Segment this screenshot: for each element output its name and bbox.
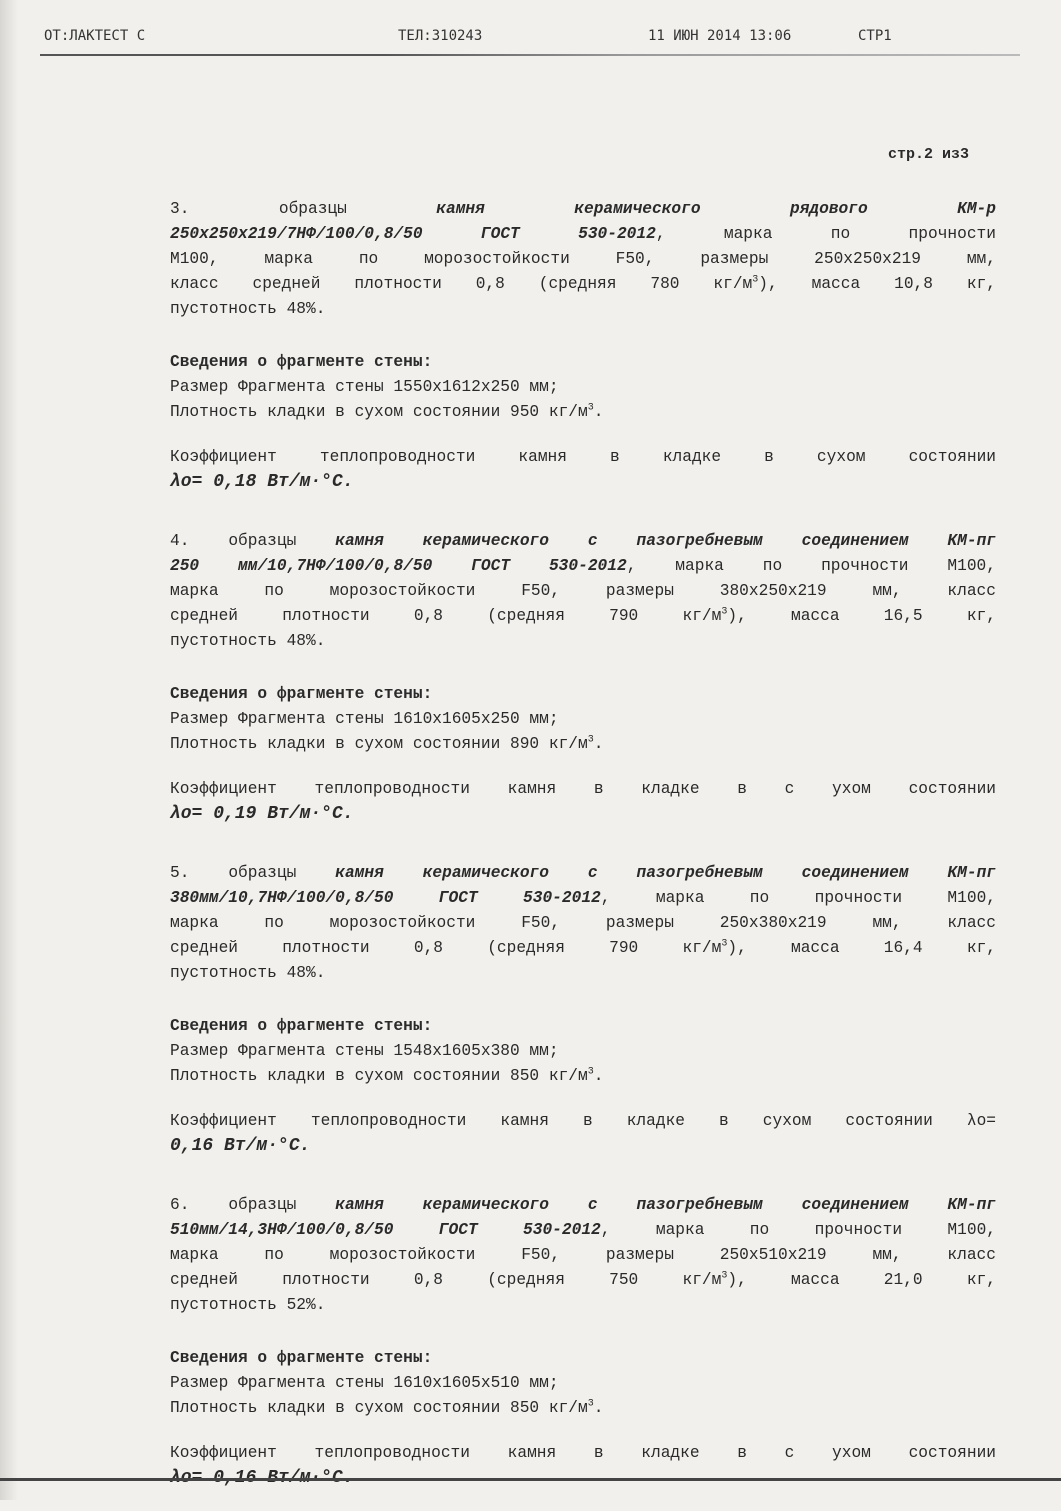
thermal-coefficient	[170, 445, 996, 495]
item-line: 380мм/10,7НФ/100/0,8/50 ГОСТ 530-2012, марка по прочности М100,	[170, 889, 996, 907]
coef-value: λо= 0,18 Вт/м·°С.	[170, 472, 354, 492]
sample-item-5	[170, 861, 996, 986]
item-line: марка по морозостойкости F50, размеры 380x250x219 мм, класс	[170, 582, 996, 600]
fragment-size: Размер Фрагмента стены 1610x1605x510 мм;	[170, 1374, 559, 1392]
item-line: 250 мм/10,7НФ/100/0,8/50 ГОСТ 530-2012, марка по прочности М100,	[170, 557, 996, 575]
scan-edge-shadow	[0, 0, 18, 1500]
fragment-size: Размер Фрагмента стены 1550x1612x250 мм;	[170, 378, 559, 396]
coef-text: Коэффициент теплопроводности камня в кладке в с ухом состоянии	[170, 780, 996, 798]
item-line: средней плотности 0,8 (средняя 790 $кг/м^3$), масса 16,5 кг,	[170, 606, 996, 625]
info-heading: Сведения о фрагменте стены:	[170, 1349, 433, 1367]
coef-value: λо= 0,19 Вт/м·°С.	[170, 804, 354, 824]
fax-date: 11 ИЮН 2014 13:06	[648, 28, 792, 44]
fax-sender: ОТ:ЛАКТЕСТ С	[44, 28, 146, 44]
sample-item-4	[170, 529, 996, 654]
item-line: 4. образцы камня керамического с пазогребневым соединением КМ-пг	[170, 532, 996, 550]
item-line: М100, марка по морозостойкости F50, размеры 250x250x219 мм,	[170, 250, 996, 268]
masonry-density: Плотность кладки в сухом состоянии 950 $кг/м^3$.	[170, 402, 604, 421]
item-line: пустотность 48%.	[170, 632, 326, 650]
item-line: 5. образцы камня керамического с пазогребневым соединением КМ-пг	[170, 864, 996, 882]
masonry-density: Плотность кладки в сухом состоянии 850 $кг/м^3$.	[170, 1398, 604, 1417]
item-line: 3. образцы камня керамического рядового КМ-р	[170, 200, 996, 218]
item-line: средней плотности 0,8 (средняя 790 $кг/м^3$), масса 16,4 кг,	[170, 938, 996, 957]
document-body	[170, 197, 996, 1511]
item-line: 250x250x219/7НФ/100/0,8/50 ГОСТ 530-2012, марка по прочности	[170, 225, 996, 243]
item-line: класс средней плотности 0,8 (средняя 780 $кг/м^3$), масса 10,8 кг,	[170, 274, 997, 293]
fax-page: СТР1	[858, 28, 892, 44]
item-line: пустотность 48%.	[170, 964, 326, 982]
thermal-coefficient	[170, 1441, 996, 1491]
fax-header-rule	[40, 54, 1020, 56]
sample-item-3	[170, 197, 996, 322]
item-line: пустотность 52%.	[170, 1296, 326, 1314]
thermal-coefficient	[170, 777, 996, 827]
fragment-size: Размер Фрагмента стены 1610x1605x250 мм;	[170, 710, 559, 728]
wall-fragment-info	[170, 350, 996, 425]
masonry-density: Плотность кладки в сухом состоянии 850 $кг/м^3$.	[170, 1066, 604, 1085]
page-number: стр.2 из3	[888, 146, 970, 163]
item-line: марка по морозостойкости F50, размеры 250x380x219 мм, класс	[170, 914, 996, 932]
info-heading: Сведения о фрагменте стены:	[170, 353, 433, 371]
fax-phone: ТЕЛ:310243	[398, 28, 483, 44]
coef-text: Коэффициент теплопроводности камня в кладке в с ухом состоянии	[170, 1444, 996, 1462]
coef-value: 0,16 Вт/м·°С.	[170, 1136, 311, 1156]
sample-item-6	[170, 1193, 996, 1318]
item-line: 6. образцы камня керамического с пазогребневым соединением КМ-пг	[170, 1196, 996, 1214]
info-heading: Сведения о фрагменте стены:	[170, 685, 433, 703]
coef-text: Коэффициент теплопроводности камня в кладке в сухом состоянии λо=	[170, 1112, 996, 1130]
wall-fragment-info	[170, 1346, 996, 1421]
item-line: 510мм/14,3НФ/100/0,8/50 ГОСТ 530-2012, марка по прочности М100,	[170, 1221, 996, 1239]
fragment-size: Размер Фрагмента стены 1548x1605x380 мм;	[170, 1042, 559, 1060]
item-line: средней плотности 0,8 (средняя 750 $кг/м^3$), масса 21,0 кг,	[170, 1270, 996, 1289]
thermal-coefficient	[170, 1109, 996, 1159]
item-line: марка по морозостойкости F50, размеры 250x510x219 мм, класс	[170, 1246, 996, 1264]
info-heading: Сведения о фрагменте стены:	[170, 1017, 433, 1035]
item-line: пустотность 48%.	[170, 300, 326, 318]
coef-text: Коэффициент теплопроводности камня в кладке в сухом состоянии	[170, 448, 996, 466]
masonry-density: Плотность кладки в сухом состоянии 890 $кг/м^3$.	[170, 734, 604, 753]
page-bottom-rule	[0, 1478, 1061, 1481]
wall-fragment-info	[170, 682, 996, 757]
wall-fragment-info	[170, 1014, 996, 1089]
